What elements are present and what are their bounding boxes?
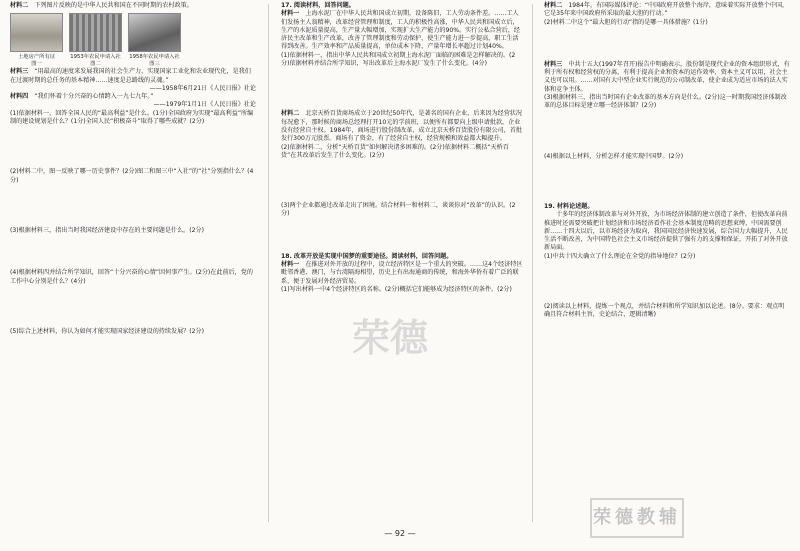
material-text: “用最高的速度来发展我国的社会生产力，实现国家工业化和农业现代化，是我们在过渡时期的总任务的基本精神……速度是总路线的灵魂。” [10, 68, 251, 84]
material-text: 1984年，有国际媒体评论：“中国政府开放整个海岸，意味着实际开放整个中国，它是35年来中国政府所采取的最大胆的行动。” [544, 2, 789, 18]
question: (1)写出材料一中4个经济特区的名称。(2分)概括它们能够成为经济特区的条件。(2分) [281, 285, 512, 293]
question: (5)综合上述材料，你认为如何才能实现国家经济建设的持续发展？(2分) [10, 327, 204, 335]
material-label: 材料一 [281, 10, 300, 18]
material-label: 材料四 [10, 93, 29, 101]
column-divider [268, 4, 269, 522]
figure-label: 图一 [31, 61, 42, 68]
caption: 1958年农民申请入社 [129, 54, 180, 61]
question: (3)根据材料三，指出当时我国经济建设中存在的主要问题是什么。(2分) [10, 226, 204, 234]
page-number: — 92 — [384, 529, 416, 538]
land-certificate-photo [10, 13, 63, 52]
material-label: 材料三 [10, 68, 29, 76]
middle-column [281, 2, 523, 294]
farmers-1958-photo [128, 13, 181, 52]
question: (2)材料二中这个“最大胆的行动”指的是哪一具体措施？(1分) [544, 18, 708, 26]
question: (1)依据材料一，回答全国人民的“最高利益”是什么。(1分)全国政府为实现“最高利益”所编制的建设规划是什么？(1分)全国人民“积极奋斗”取得了哪些成就？(2分) [10, 109, 254, 126]
material-label: 材料三 [544, 60, 563, 68]
material-text: 十多年的经济体制改革与对外开放，为市场经济体制的建立创造了条件，但使改革向前推进时还需要突破把计划经济和市场经济看作社会基本制度范畴的思想束缚，中国需要创新……十四大以后，以市场经济为取向，我国国民经济快速发展，综合国力大幅提升，人民生活不断改善，为中国特色社会主义市场经济提供了强有力的支撑和保证，开拓了对外开放新局面。 [544, 211, 788, 252]
figure-label: 图二 [90, 61, 101, 68]
question: (3)根据材料三，指出当时国有企业改革的基本方向是什么。(2分)这一时期我国经济体制改革的总体目标是建立哪一经济体制？(2分) [544, 94, 787, 110]
farmers-1953-photo [69, 13, 122, 52]
publisher-stamp: 荣德教辅 [590, 498, 684, 538]
question-heading: 18. 改革开放是实现中国梦的重要途径。阅读材料，回答问题。 [281, 252, 453, 260]
material-text: 上海水泥厂在中华人民共和国成立初期，设备陈旧，工人劳动条件差。……工人们发扬主人翁精神，改革经营管理和制度，工人的积极性高涨，中华人民共和国成立后，生产的水泥质量提高，生产量大幅增加，实现扩大生产能力的90%。实行公私合营后，经济民主改革和生产改革，改善了管理制度和劳动保护，使生产能力进一步提高，职工生活得到改善。生产效率和产品质量提高，单位成本下降，产量年增长率超过计划40%。 [281, 10, 521, 51]
question-heading: 19. 材料论述题。 [544, 202, 594, 210]
question: (4)根据材料四并结合所学知识，回答“十分兴奋的心情”因何事产生。(2分)在此前后，党的工作中心分别是什么？(4分) [10, 269, 253, 285]
material-label: 材料二 [544, 2, 563, 9]
source-line: ——1979年1月1日《人民日报》社论 [153, 101, 256, 109]
material-label: 材料一 [281, 261, 300, 269]
photo-captions [10, 54, 256, 61]
question-heading: 17. 阅读材料，回答问题。 [281, 2, 355, 9]
figure-label: 图三 [149, 61, 160, 68]
material-text: 下列图片反映的是中华人民共和国在不同时期的农村政策。 [34, 2, 193, 9]
question: (1)中共十四大确立了什么理论在全党的指导地位？(2分) [544, 252, 696, 260]
material-text: 中共十五大(1997年召开)报告中明确表示，股份制是现代企业的资本组织形式，有利于所有权和经营权的分离，有利于提高企业和资本的运作效率，资本主义可以用，社会主义也可以用。……对国有大中型企业实行规范的公司制改革，使企业成为适应市场的法人实体和竞争主体。 [544, 60, 790, 93]
question: (2)依据材料二，分析“天桥百货”如何解决诸多困难的。(2分)依据材料二概括“天桥百货”在其改革后发生了什么变化。(2分) [281, 143, 509, 159]
material-text: “我们怀着十分兴奋的心情跨入一九七九年。” [34, 93, 154, 101]
source-line: ——1958年6月21日《人民日报》社论 [149, 84, 256, 92]
watermark: 荣德 [352, 315, 429, 360]
left-column [10, 2, 256, 336]
photo-row [10, 13, 256, 52]
material-text: 在推进对外开放的过程中，设立经济特区是一个重大的突破。……这4个经济特区毗邻香港、澳门，与台湾隔海相望，历史上有出海通商的传统，和海外华侨有着广泛的联系，便于发展对外经济贸易。 [281, 261, 523, 285]
material-text: 北京天桥百货商场成立于20世纪50年代，是著名的国有企业，后来因为经营状况每况愈下，那时候的商场总经理打开10元的学前班，以便所有都要向上级申请批款，企业没有经营自主权。1984年，商场进行股份制改革，成立北京天桥百货股份有限公司，首批发行300万元股票。商场有了资金，有了经营自主权，经营规模和效益都大幅提升。 [281, 110, 522, 143]
caption: 土地房产所有证 [17, 54, 56, 61]
question: (4)根据以上材料，分析怎样才能实现中国梦。(2分) [544, 152, 684, 160]
question: (2)阅读以上材料，提炼一个观点，并结合材料和所学知识加以论述。(8分。要求：观点明确且符合材料主旨，史论结合，逻辑清晰) [544, 303, 785, 319]
right-column [544, 2, 790, 320]
question: (1)依据材料一，指出中华人民共和国成立初期上海水泥厂面临的困难是怎样解决的。(2分)依据材料并结合所学知识，写出改革后上海水泥厂发生了什么变化。(4分) [281, 51, 516, 68]
column-divider [532, 4, 533, 522]
material-label: 材料二 [281, 110, 300, 118]
question: (3)两个企业都通过改革走出了困境。结合材料一和材料二，谈谈你对“改革”的认识。(2分) [281, 202, 516, 218]
material-label: 材料二 [10, 2, 29, 9]
caption: 1953年农民申请入社 [70, 54, 121, 61]
question: (2)材料二中，图一反映了哪一历史事件？(2分)图二和图三中“入社”的“社”分别指什么？(4分) [10, 168, 254, 184]
